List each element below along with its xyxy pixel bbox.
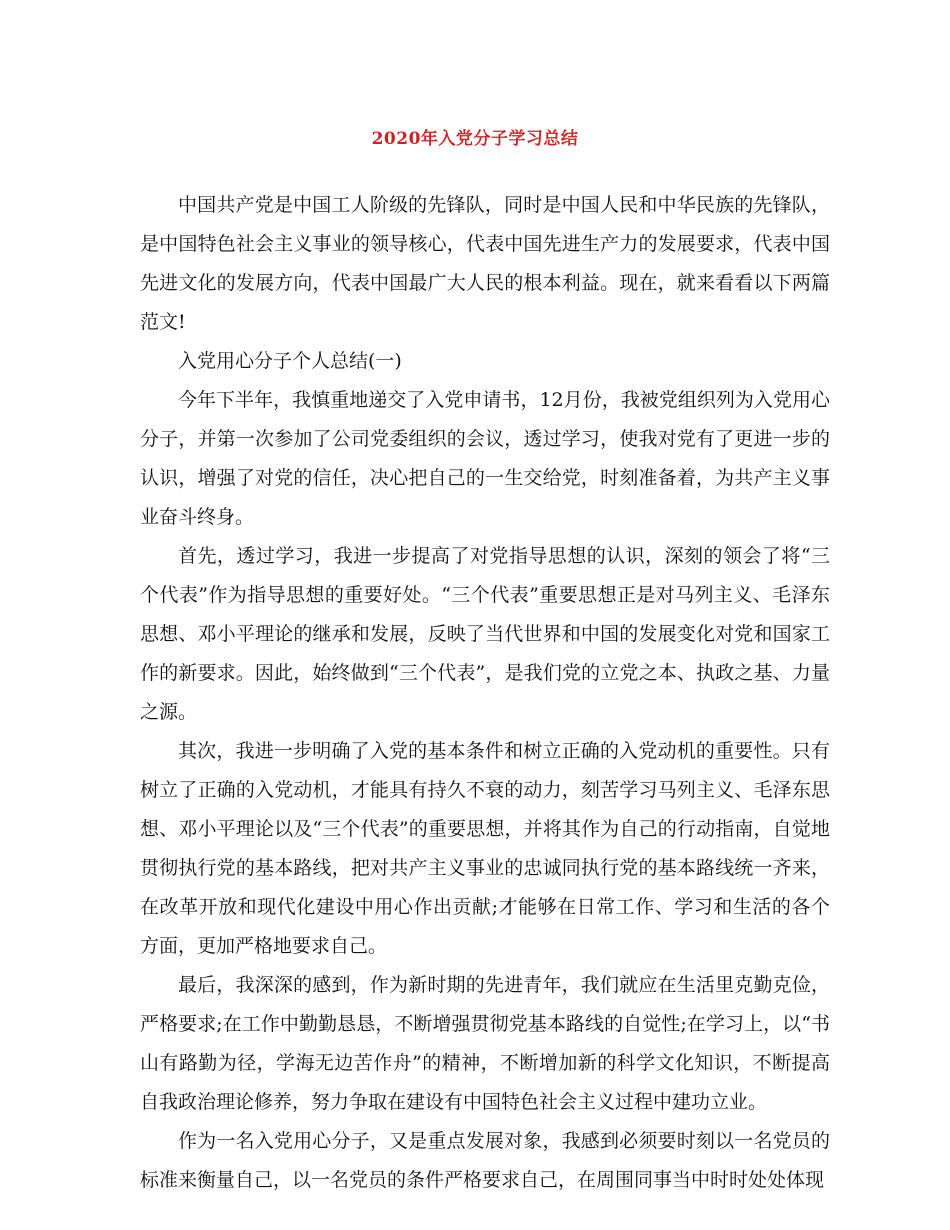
paragraph: 首先，透过学习，我进一步提高了对党指导思想的认识，深刻的领会了将“三个代表”作为指导思想的重要好处。“三个代表”重要思想正是对马列主义、毛泽东思想、邓小平理论的继承和发展，反映了当代世界和中国的发展变化对党和国家工作的新要求。因此，始终做到“三个代表”，是我们党的立党之本、执政之基、力量之源。: [140, 545, 830, 723]
paragraph: 其次，我进一步明确了入党的基本条件和树立正确的入党动机的重要性。只有树立了正确的入党动机，才能具有持久不衰的动力，刻苦学习马列主义、毛泽东思想、邓小平理论以及“三个代表”的重要思想，并将其作为自己的行动指南，自觉地贯彻执行党的基本路线，把对共产主义事业的忠诚同执行党的基本路线统一齐来，在改革开放和现代化建设中用心作出贡献;才能够在日常工作、学习和生活的各个方面，更加严格地要求自己。: [140, 740, 830, 957]
document-body: [140, 186, 830, 1200]
section-heading: 入党用心分子个人总结(一): [178, 350, 402, 372]
paragraph: 作为一名入党用心分子，又是重点发展对象，我感到必须要时刻以一名党员的标准来衡量自己，以一名党员的条件严格要求自己，在周围同事当中时时处处体现: [140, 1130, 830, 1191]
paragraph: 最后，我深深的感到，作为新时期的先进青年，我们就应在生活里克勤克俭，严格要求;在工作中勤勤恳恳，不断增强贯彻党基本路线的自觉性;在学习上，以“书山有路勤为径，学海无边苦作舟”的精神，不断增加新的科学文化知识，不断提高自我政治理论修养，努力争取在建设有中国特色社会主义过程中建功立业。: [140, 974, 830, 1113]
paragraph-intro: 中国共产党是中国工人阶级的先锋队，同时是中国人民和中华民族的先锋队，是中国特色社会主义事业的领导核心，代表中国先进生产力的发展要求，代表中国先进文化的发展方向，代表中国最广大人民的根本利益。现在，就来看看以下两篇范文!: [140, 194, 830, 333]
paragraph: 今年下半年，我慎重地递交了入党申请书，12月份，我被党组织列为入党用心分子，并第一次参加了公司党委组织的会议，透过学习，使我对党有了更进一步的认识，增强了对党的信任，决心把自己的一生交给党，时刻准备着，为共产主义事业奋斗终身。: [140, 389, 830, 528]
document-title: 2020年入党分子学习总结: [371, 129, 579, 149]
